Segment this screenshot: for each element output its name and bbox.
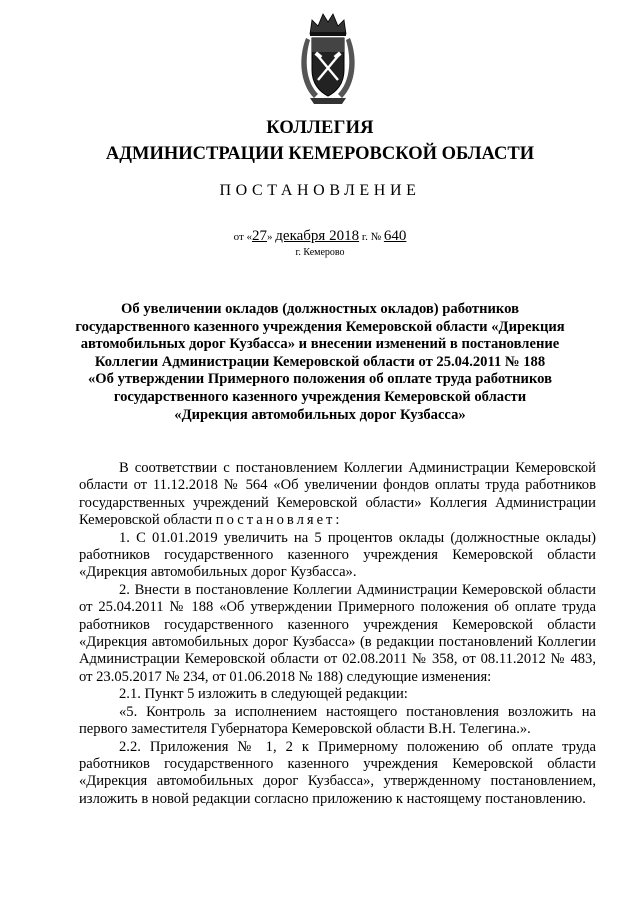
- intro-text: В соответствии с постановлением Коллегии Администрации Кемеровской области от 11.12.2018 № 564 «Об увеличении фондов оплаты труда работников государственных учреждений Кемеровской области» Коллегия Администрации Кемеровской области: [79, 460, 596, 529]
- org-name-line2: АДМИНИСТРАЦИИ КЕМЕРОВСКОЙ ОБЛАСТИ: [105, 144, 535, 164]
- document-number: 640: [383, 228, 407, 244]
- document-title: [40, 301, 600, 424]
- title-line: Об увеличении окладов (должностных окладов) работников: [121, 301, 519, 317]
- title-line: государственного казенного учреждения Кемеровской области «Дирекция: [75, 318, 565, 335]
- document-body: [79, 460, 596, 808]
- city: г. Кемерово: [295, 247, 345, 258]
- date-mid: »: [267, 231, 273, 243]
- title-line: «Об утверждении Примерного положения об оплате труда работников: [88, 371, 552, 388]
- intro-paragraph: [79, 460, 596, 530]
- paragraph-2-1-quote: «5. Контроль за исполнением настоящего постановления возложить на первого заместителя Губернатора Кемеровской области В.Н. Телегина.».: [79, 703, 596, 738]
- date-month-year: декабря 2018: [275, 228, 360, 244]
- title-line: автомобильных дорог Кузбасса» и внесении изменений в постановление: [80, 336, 560, 353]
- paragraph-2-1: 2.1. Пункт 5 изложить в следующей редакции:: [119, 686, 408, 703]
- resolve-word: постановляет:: [215, 512, 343, 529]
- org-name-line1: КОЛЛЕГИЯ: [266, 118, 374, 138]
- document-type: ПОСТАНОВЛЕНИЕ: [219, 182, 421, 199]
- date-year-suffix: г.: [361, 231, 368, 243]
- title-line: «Дирекция автомобильных дорог Кузбасса»: [174, 406, 466, 423]
- paragraph-2: 2. Внести в постановление Коллегии Администрации Кемеровской области от 25.04.2011 № 188 «Об утверждении Примерного положения об оплате труда работников государственного казенного учреждения Кемеровской области «Дирекция автомобильных дорог Кузбасса» (в редакции постановлений Коллегии Администрации Кемеровской области от 02.08.2011 № 358, от 08.11.2012 № 483, от 23.05.2017 № 234, от 01.06.2018 № 188) следующие изменения:: [79, 581, 596, 685]
- date-line: [0, 228, 640, 245]
- number-sign: №: [370, 231, 382, 243]
- date-day: 27: [252, 228, 268, 244]
- date-prefix: от «: [233, 231, 253, 243]
- paragraph-1: 1. С 01.01.2019 увеличить на 5 процентов оклады (должностные оклады) работников государственного казенного учреждения Кемеровской области «Дирекция автомобильных дорог Кузбасса».: [79, 529, 596, 581]
- coat-of-arms-icon: [296, 8, 360, 108]
- paragraph-2-2: 2.2. Приложения № 1, 2 к Примерному положению об оплате труда работников государственного казенного учреждения Кемеровской области «Дирекция автомобильных дорог Кузбасса», утвержденному постановлением, изложить в новой редакции согласно приложению к настоящему постановлению.: [79, 738, 596, 807]
- title-line: Коллегии Администрации Кемеровской области от 25.04.2011 № 188: [94, 353, 546, 370]
- title-line: государственного казенного учреждения Кемеровской области: [113, 388, 527, 405]
